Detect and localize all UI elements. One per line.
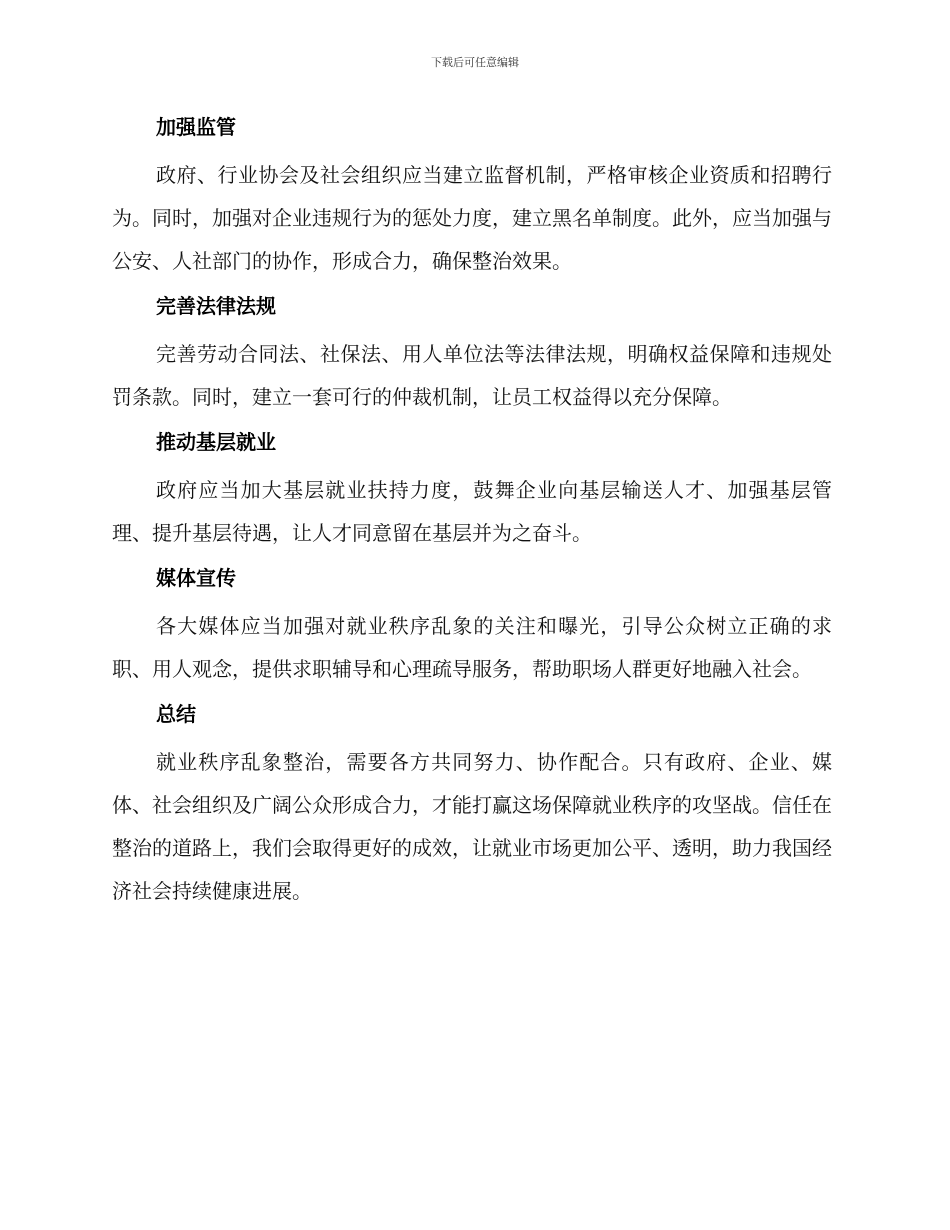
section-media-publicity	[112, 561, 832, 691]
section-grassroots-employment	[112, 425, 832, 555]
header-note: 下载后可任意编辑	[431, 56, 519, 69]
section-heading: 总结	[156, 702, 196, 726]
document-content	[112, 110, 832, 919]
section-paragraph: 就业秩序乱象整治，需要各方共同努力、协作配合。只有政府、企业、媒体、社会组织及广阔公众形成合力，才能打赢这场保障就业秩序的攻坚战。信任在整治的道路上，我们会取得更好的成效，让就业市场更加公平、透明，助力我国经济社会持续健康进展。	[112, 750, 832, 903]
section-strengthen-supervision	[112, 110, 832, 283]
section-paragraph: 各大媒体应当加强对就业秩序乱象的关注和曝光，引导公众树立正确的求职、用人观念，提供求职辅导和心理疏导服务，帮助职场人群更好地融入社会。	[112, 614, 832, 681]
section-heading: 推动基层就业	[156, 430, 276, 454]
section-paragraph: 完善劳动合同法、社保法、用人单位法等法律法规，明确权益保障和违规处罚条款。同时，建立一套可行的仲裁机制，让员工权益得以充分保障。	[112, 342, 832, 409]
section-heading: 媒体宣传	[156, 566, 236, 590]
section-paragraph: 政府、行业协会及社会组织应当建立监督机制，严格审核企业资质和招聘行为。同时，加强对企业违规行为的惩处力度，建立黑名单制度。此外，应当加强与公安、人社部门的协作，形成合力，确保整治效果。	[112, 163, 832, 273]
section-heading: 加强监管	[156, 115, 236, 139]
section-heading: 完善法律法规	[156, 294, 276, 318]
section-paragraph: 政府应当加大基层就业扶持力度，鼓舞企业向基层输送人才、加强基层管理、提升基层待遇，让人才同意留在基层并为之奋斗。	[112, 478, 832, 545]
section-summary	[112, 697, 832, 913]
section-improve-laws	[112, 289, 832, 419]
